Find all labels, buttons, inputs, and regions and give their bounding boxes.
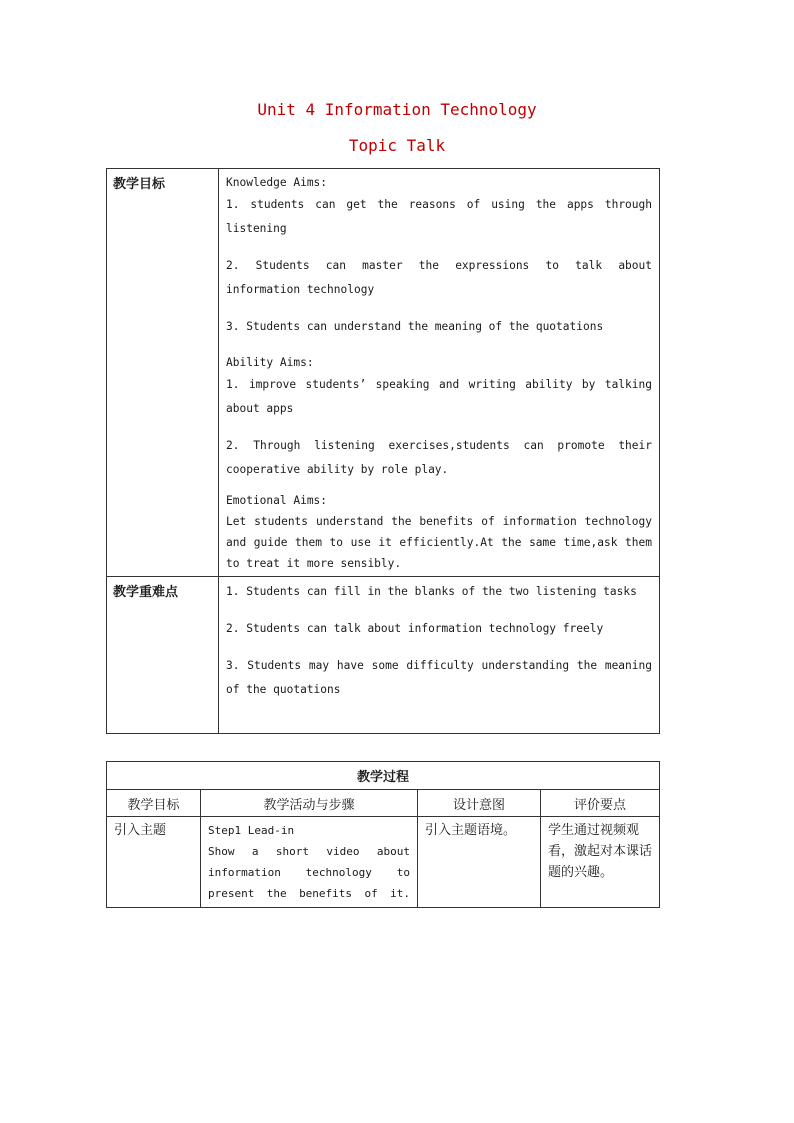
key-point-item: 3. Students may have some difficulty understanding the meaning of the quotations (226, 659, 652, 696)
step-text: Show a short video about information technology to present the benefits of it. (208, 845, 410, 900)
key-point-item: 1. Students can fill in the blanks of the two listening tasks (226, 585, 637, 598)
emotional-heading: Emotional Aims: (226, 494, 328, 507)
document-subtitle: Topic Talk (348, 136, 446, 155)
aims-table (106, 168, 660, 734)
row-aim: 引入主题 (107, 817, 201, 908)
row-evaluation: 学生通过视频观看，激起对本课话题的兴趣。 (541, 817, 660, 908)
aims-content (219, 169, 660, 577)
aims-row (107, 169, 660, 577)
process-heading-row (107, 762, 660, 790)
key-points-label: 教学重难点 (107, 577, 219, 734)
aims-label: 教学目标 (107, 169, 219, 577)
knowledge-item: 3. Students can understand the meaning of the quotations (226, 320, 604, 333)
process-table (106, 761, 660, 908)
row-activity (201, 817, 418, 908)
column-header: 评价要点 (541, 790, 660, 817)
key-points-row (107, 577, 660, 734)
process-column-headers (107, 790, 660, 817)
ability-item: 1. improve students’ speaking and writing ability by talking about apps (226, 378, 652, 415)
knowledge-item: 1. students can get the reasons of using the apps through listening (226, 198, 652, 235)
row-intent: 引入主题语境。 (418, 817, 541, 908)
table-row (107, 817, 660, 908)
emotional-text: Let students understand the benefits of information technology and guide them to use it efficiently.At the same time,ask them to treat it more sensibly. (226, 515, 652, 570)
column-header: 设计意图 (418, 790, 541, 817)
step-title: Step1 Lead-in (208, 824, 295, 837)
document-title: Unit 4 Information Technology (257, 100, 537, 119)
process-heading: 教学过程 (107, 762, 660, 790)
column-header: 教学活动与步骤 (201, 790, 418, 817)
knowledge-item: 2. Students can master the expressions to talk about information technology (226, 259, 652, 296)
key-points-content (219, 577, 660, 734)
ability-heading: Ability Aims: (226, 356, 314, 369)
key-point-item: 2. Students can talk about information technology freely (226, 622, 604, 635)
knowledge-heading: Knowledge Aims: (226, 176, 328, 189)
column-header: 教学目标 (107, 790, 201, 817)
ability-item: 2. Through listening exercises,students can promote their cooperative ability by role play. (226, 439, 652, 476)
